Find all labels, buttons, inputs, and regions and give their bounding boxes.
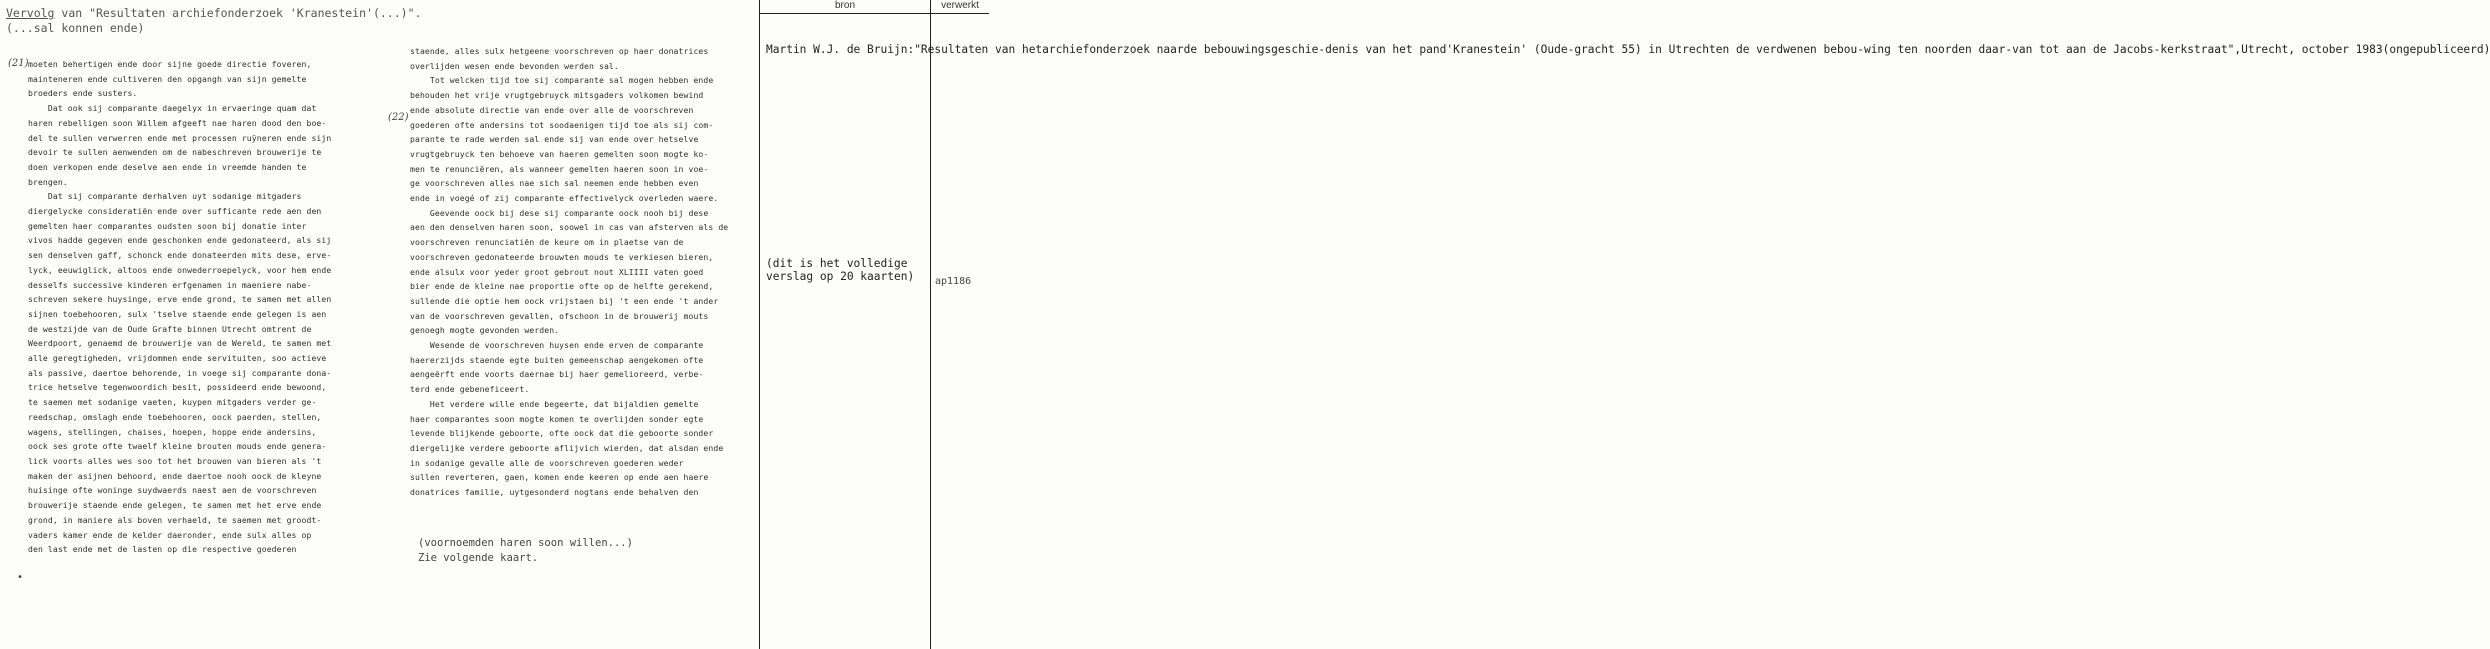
text-line: aen den denselven haren soon, soowel in cas van afsterven als de bbox=[410, 222, 729, 233]
table-divider-left bbox=[759, 0, 760, 649]
source-line: denis van het pand bbox=[1325, 43, 1447, 56]
text-line: voorschreven renunciatiën de keure om in plaetse van de bbox=[410, 237, 684, 248]
text-line: trice hetselve tegenwoordich besit, possideerd ende bewoond, bbox=[28, 382, 327, 393]
source-line: wing ten noorden daar- bbox=[1863, 43, 2013, 56]
text-line: vivos hadde gegeven ende geschonken ende gedonateerd, als sij bbox=[28, 235, 332, 246]
text-line: levende blijkende geboorte, ofte oock dat die geboorte sonder bbox=[410, 428, 714, 439]
table-divider-middle bbox=[930, 0, 931, 649]
text-line: haererzijds staende egte buiten gemeenschap aengekomen ofte bbox=[410, 354, 704, 365]
text-line: ende alsulx voor yeder groot gebrout nout XLIIII vaten goed bbox=[410, 266, 704, 277]
text-line: staende, alles sulx hetgeene voorschreven op haer donatrices bbox=[410, 46, 709, 56]
source-note-line: (dit is het volledige bbox=[766, 257, 908, 270]
text-line: grond, in maniere als boven verhaeld, te saemen met groodt- bbox=[28, 514, 322, 525]
source-line: gracht 55) in Utrecht bbox=[1574, 43, 1716, 56]
text-line: huisinge ofte woninge suydwaerds naest aen de voorschreven bbox=[28, 485, 317, 496]
text-line: Dat sij comparante derhalven uyt sodanige mitgaders bbox=[28, 191, 302, 202]
column-header-bron: bron bbox=[834, 0, 855, 11]
source-note-line: verslag op 20 kaarten) bbox=[766, 270, 915, 284]
source-line: de bebouwingsgeschie- bbox=[1183, 43, 1326, 56]
text-line: genoegh mogte gevonden werden. bbox=[410, 325, 560, 336]
column-header-verwerkt: verwerkt bbox=[941, 0, 979, 11]
text-line: sen denselven gaff, schonck ende donateerden mits dese, erve- bbox=[28, 250, 332, 261]
header-title: van "Resultaten archiefonderzoek 'Kranestein'(...)". bbox=[54, 6, 422, 20]
text-line: haren rebelligen soon Willem afgeeft nae haren dood den boe- bbox=[28, 117, 327, 128]
margin-number-21: (21) bbox=[8, 58, 29, 69]
source-line: (ongepubliceerd) bbox=[2382, 43, 2490, 56]
text-line: donatrices familie, uytgesonderd nogtans ende behalven den bbox=[410, 487, 699, 498]
text-line: terd ende gebeneficeert. bbox=[410, 384, 530, 395]
text-line: sullende die optie hem oock vrijstaen bij 't een ende 't ander bbox=[410, 295, 719, 306]
text-line: parante te rade werden sal ende sij van ende over hetselve bbox=[410, 134, 699, 145]
source-note bbox=[766, 257, 914, 284]
text-line: behouden het vrije vrugtgebruyck mitsgaders volkomen bewind bbox=[410, 90, 704, 101]
text-line: desselfs successive kinderen erfgenamen in maeniere nabe- bbox=[28, 279, 312, 290]
text-line: alle geregtigheden, vrijdommen ende servituiten, soo actieve bbox=[28, 353, 327, 364]
text-line: Geevende oock bij dese sij comparante oock nooh bij dese bbox=[410, 207, 709, 218]
text-line: goederen ofte andersins tot soodaenigen tijd toe als sij com- bbox=[410, 119, 714, 130]
source-line: "Resultaten van het bbox=[914, 43, 1043, 56]
source-line: van tot aan de Jacobs- bbox=[2012, 43, 2161, 56]
note-line: (voornoemden haren soon willen...) bbox=[418, 537, 633, 549]
source-line: Martin W.J. de Bruijn: bbox=[766, 43, 915, 56]
text-line: broeders ende susters. bbox=[28, 88, 138, 99]
text-column-right bbox=[410, 44, 755, 500]
text-line: mainteneren ende cultiveren den opgangh van sijn gemelte bbox=[28, 73, 307, 84]
text-line: lick voorts alles wes soo tot het brouwen van bieren als 't bbox=[28, 455, 322, 466]
text-line: Tot welcken tijd toe sij comparante sal mogen hebben ende bbox=[410, 75, 714, 86]
text-line: brouwerije staende ende gelegen, te samen met het erve ende bbox=[28, 500, 322, 511]
text-line: te saemen met sodanige vaeten, kuypen mitgaders verder ge- bbox=[28, 397, 317, 408]
text-line: ende absolute directie van ende over alle de voorschreven bbox=[410, 104, 694, 115]
text-line: aengeërft ende voorts daernae bij haer gemelioreerd, verbe- bbox=[410, 369, 704, 380]
text-line: reedschap, omslagh ende toebehooren, oock paerden, stellen, bbox=[28, 411, 322, 422]
header-continuation: (...sal konnen ende) bbox=[6, 21, 145, 35]
text-line: oock ses grote ofte twaelf kleine brouten mouds ende genera- bbox=[28, 441, 327, 452]
text-line: van de voorschreven gevallen, ofschoon in de brouwerij mouts bbox=[410, 310, 709, 321]
margin-number-22: (22) bbox=[388, 112, 409, 123]
card-header bbox=[6, 6, 421, 36]
text-line: moeten behertigen ende door sijne goede directie foveren, bbox=[28, 59, 312, 69]
continuation-note bbox=[418, 536, 633, 566]
bullet-mark: • bbox=[17, 572, 24, 583]
text-line: devoir te sullen aenwenden om de nabeschreven brouwerije te bbox=[28, 147, 322, 158]
text-line: Het verdere wille ende begeerte, dat bijaldien gemelte bbox=[410, 398, 699, 409]
text-line: Wesende de voorschreven huysen ende erven de comparante bbox=[410, 340, 704, 351]
text-line: bier ende de kleine nae proportie ofte op de helfte gerekend, bbox=[410, 281, 714, 292]
table-header-rule bbox=[759, 13, 989, 14]
text-line: ge voorschreven alles nae sich sal neemen ende hebben even bbox=[410, 178, 699, 189]
text-line: overlijden wesen ende bevonden werden sal. bbox=[410, 60, 619, 71]
source-line: kerkstraat", bbox=[2160, 43, 2242, 56]
text-line: men te renunciëren, als wanneer gemelten haeren soon in voe- bbox=[410, 163, 709, 174]
source-reference bbox=[766, 43, 2490, 56]
source-line: en de verdwenen bebou- bbox=[1715, 43, 1864, 56]
text-line: lyck, eeuwiglick, altoos ende onwederroepelyck, voor hem ende bbox=[28, 264, 332, 275]
note-line: Zie volgende kaart. bbox=[418, 552, 539, 564]
text-line: de westzijde van de Oude Grafte binnen Utrecht omtrent de bbox=[28, 323, 312, 334]
vervolg-label: Vervolg bbox=[6, 6, 55, 20]
text-line: wagens, stellingen, chaises, hoepen, hoppe ende andersins, bbox=[28, 426, 317, 437]
text-line: Weerdpoort, genaemd de brouwerije van de Wereld, te samen met bbox=[28, 338, 332, 349]
text-line: schreven sekere huysinge, erve ende grond, te samen met allen bbox=[28, 294, 332, 305]
text-column-left bbox=[28, 57, 388, 557]
text-line: vrugtgebruyck ten behoeve van haeren gemelten soon mogte ko- bbox=[410, 148, 709, 159]
text-line: in sodanige gevalle alle de voorschreven goederen weder bbox=[410, 457, 684, 468]
text-line: haer comparantes soon mogte komen te overlijden sonder egte bbox=[410, 413, 704, 424]
text-line: als passive, daertoe behorende, in voege sij comparante dona- bbox=[28, 367, 332, 378]
text-line: den last ende met de lasten op die respective goederen bbox=[28, 544, 297, 555]
text-line: voorschreven gedonateerde brouwten mouds te verkiesen bieren, bbox=[410, 251, 714, 262]
text-line: gemelten haer comparantes oudsten soon bij donatie inter bbox=[28, 220, 307, 231]
text-line: maken der asijnen behoord, ende daertoe nooh oock de kleyne bbox=[28, 470, 322, 481]
text-line: ende in voegé of zij comparante effectivelyck overleden waere. bbox=[410, 193, 719, 204]
text-line: brengen. bbox=[28, 176, 68, 187]
text-line: Dat ook sij comparante daegelyx in ervaeringe quam dat bbox=[28, 103, 317, 114]
text-line: sullen reverteren, gaen, komen ende keeren op ende aen haere bbox=[410, 472, 709, 483]
text-line: diergelycke consideratiën ende over sufficante rede aen den bbox=[28, 206, 322, 217]
text-line: sijnen toebehooren, sulx 'tselve staende ende gelegen is aen bbox=[28, 308, 327, 319]
text-line: doen verkopen ende deselve aen ende in vreemde handen te bbox=[28, 161, 307, 172]
source-line: 'Kranestein' (Oude- bbox=[1446, 43, 1575, 56]
source-line: Utrecht, october 1983 bbox=[2241, 43, 2383, 56]
processed-code: ap1186 bbox=[935, 276, 972, 287]
source-line: archiefonderzoek naar bbox=[1042, 43, 1184, 56]
text-line: del te sullen verwerren ende met processen ruÿneren ende sijn bbox=[28, 132, 332, 143]
text-line: diergelijke verdere geboorte aflijvich wierden, dat alsdan ende bbox=[410, 442, 724, 453]
text-line: vaders kamer ende de kelder daeronder, ende sulx alles op bbox=[28, 529, 312, 540]
